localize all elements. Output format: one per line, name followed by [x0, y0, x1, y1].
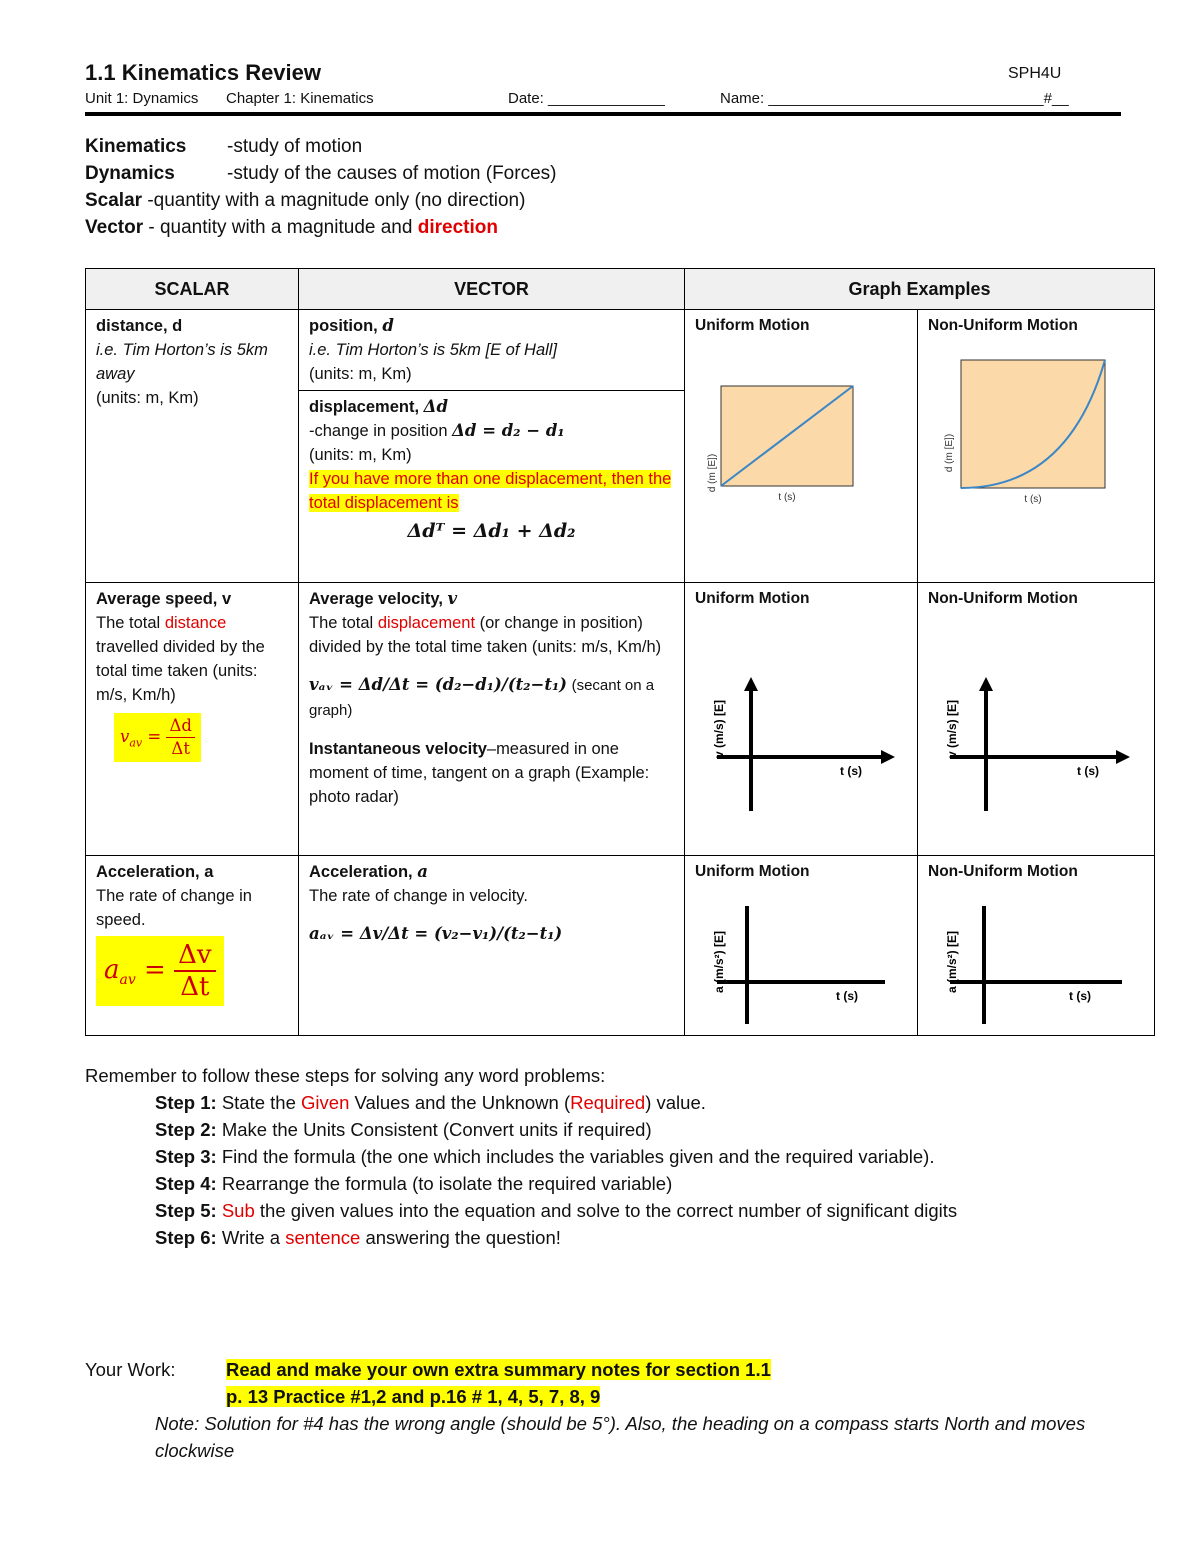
cell-acceleration-scalar — [86, 856, 299, 1036]
acceleration-scalar-formula: $a_{av}$ = $\frac{\Delta v}{\Delta t}$ — [96, 936, 224, 1006]
graph-ylabel: d (m [E]) — [944, 433, 955, 473]
instantaneous-velocity: Instantaneous velocity–measured in one moment of time, tangent on a graph (Example: photo radar) — [309, 740, 650, 806]
position-nonuniform-graph — [928, 338, 1142, 538]
graph-title: Uniform Motion — [695, 317, 810, 334]
cell-graph-d-uniform — [685, 310, 918, 583]
acceleration-vector-text: The rate of change in velocity. — [309, 887, 528, 905]
definition-dynamics — [85, 163, 556, 185]
page-title: 1.1 Kinematics Review — [85, 60, 322, 85]
cell-position-displacement — [299, 310, 685, 583]
work-line-1 — [85, 1356, 1145, 1383]
displacement-title: displacement, Δd — [309, 397, 448, 416]
graph-xlabel: t (s) — [840, 764, 862, 778]
position-block — [299, 310, 684, 391]
displacement-symbol: Δd — [423, 397, 448, 416]
definition-scalar — [85, 190, 525, 212]
problem-steps — [85, 1062, 957, 1251]
definition-kinematics — [85, 136, 362, 158]
cell-graph-d-nonuniform — [918, 310, 1155, 583]
velocity-formula-note: (secant on a graph) — [309, 677, 655, 719]
name-field[interactable]: Name: _________________________________#__ — [720, 90, 1069, 107]
graph-title: Non-Uniform Motion — [928, 590, 1078, 607]
cell-graph-v-nonuniform — [918, 583, 1155, 856]
definition-text: - quantity with a magnitude and — [148, 217, 413, 238]
definition-vector — [85, 217, 498, 239]
definition-term: Vector — [85, 217, 144, 238]
table-row-distance — [86, 310, 1155, 583]
definition-text: -study of motion — [227, 136, 363, 157]
cell-distance — [86, 310, 299, 583]
speed-definition: The total distance travelled divided by the total time taken (units: m/s, Km/h) — [96, 614, 265, 704]
chapter-label: Chapter 1: Kinematics — [226, 90, 374, 107]
acceleration-vector-formula: aₐᵥ = Δv/Δt = (v₂−v₁)/(t₂−t₁) — [309, 924, 563, 943]
cell-graph-a-nonuniform — [918, 856, 1155, 1036]
unit-label: Unit 1: Dynamics — [85, 90, 199, 107]
graph-xlabel: t (s) — [1077, 764, 1099, 778]
step-4: Step 4: Rearrange the formula (to isolate the required variable) — [155, 1173, 673, 1194]
cell-graph-v-uniform — [685, 583, 918, 856]
definition-text: -study of the causes of motion (Forces) — [227, 163, 557, 184]
graph-ylabel: v (m/s) [E] — [945, 699, 959, 759]
speed-formula: $v_{av}$ = $\frac{\Delta d}{\Delta t}$ — [114, 713, 201, 762]
graph-xlabel: t (s) — [778, 492, 796, 503]
definition-term: Dynamics — [85, 163, 175, 184]
work-note: Note: Solution for #4 has the wrong angle (should be 5°). Also, the heading on a compass starts North and moves clockwise — [155, 1413, 1086, 1461]
acceleration-scalar-text: The rate of change in speed. — [96, 887, 252, 929]
table-row-acceleration — [86, 856, 1155, 1036]
position-title: position, d — [309, 316, 394, 335]
distance-units: (units: m, Km) — [96, 389, 199, 407]
displacement-formula: Δd = d₂ − d₁ — [452, 421, 565, 440]
header-vector: VECTOR — [299, 269, 685, 310]
your-work-section — [85, 1356, 1145, 1464]
graph-xlabel: t (s) — [836, 989, 858, 1003]
cell-graph-a-uniform — [685, 856, 918, 1036]
cell-average-velocity — [299, 583, 685, 856]
velocity-title: Average velocity, v — [309, 589, 458, 608]
distance-example: i.e. Tim Horton’s is 5km away — [96, 341, 268, 383]
velocity-formula-row — [309, 673, 674, 723]
displacement-block — [299, 391, 684, 547]
graph-title: Non-Uniform Motion — [928, 317, 1078, 334]
acceleration-uniform-axes — [695, 884, 905, 1024]
steps-intro: Remember to follow these steps for solving any word problems: — [85, 1065, 606, 1086]
header-scalar: SCALAR — [86, 269, 299, 310]
displacement-note: If you have more than one displacement, then the total displacement is — [309, 470, 672, 512]
work-assignment-1: Read and make your own extra summary notes for section 1.1 — [226, 1359, 771, 1380]
velocity-uniform-axes — [695, 611, 905, 811]
acceleration-scalar-title: Acceleration, a — [96, 863, 214, 881]
total-displacement-formula: Δdᵀ = Δd₁ + Δd₂ — [407, 520, 576, 542]
velocity-definition: The total displacement (or change in position) divided by the total time taken (units: m/s, Km/h) — [309, 614, 662, 656]
graph-title: Uniform Motion — [695, 863, 810, 880]
displacement-definition: -change in position Δd = d₂ − d₁ — [309, 421, 565, 440]
cell-acceleration-vector — [299, 856, 685, 1036]
step-3: Step 3: Find the formula (the one which includes the variables given and the required variable). — [155, 1146, 935, 1167]
definition-term: Kinematics — [85, 136, 187, 157]
cell-average-speed — [86, 583, 299, 856]
step-1: Step 1: State the Given Values and the Unknown (Required) value. — [155, 1092, 706, 1113]
position-symbol: d — [382, 316, 394, 335]
distance-title: distance, d — [96, 317, 183, 335]
graph-xlabel: t (s) — [1024, 494, 1042, 505]
definition-term: Scalar — [85, 190, 143, 211]
work-assignment-2: p. 13 Practice #1,2 and p.16 # 1, 4, 5, 7, 8, 9 — [226, 1386, 601, 1407]
graph-xlabel: t (s) — [1069, 989, 1091, 1003]
graph-ylabel: a (m/s²) [E] — [712, 930, 726, 994]
velocity-formula: vₐᵥ = Δd/Δt = (d₂−d₁)/(t₂−t₁) — [309, 675, 567, 694]
table-row-velocity — [86, 583, 1155, 856]
graph-title: Non-Uniform Motion — [928, 863, 1078, 880]
date-field[interactable]: Date: ______________ — [508, 90, 665, 107]
header-rule — [85, 112, 1121, 116]
definition-text: -quantity with a magnitude only (no direction) — [147, 190, 526, 211]
graph-ylabel: a (m/s²) [E] — [945, 930, 959, 994]
displacement-units: (units: m, Km) — [309, 446, 412, 464]
work-line-2 — [85, 1383, 1145, 1410]
position-example: i.e. Tim Horton’s is 5km [E of Hall] — [309, 341, 558, 359]
kinematics-table — [85, 268, 1155, 1036]
step-6: Step 6: Write a sentence answering the question! — [155, 1227, 561, 1248]
velocity-nonuniform-axes — [928, 611, 1142, 811]
graph-ylabel: v (m/s) [E] — [712, 699, 726, 759]
step-5: Step 5: Sub the given values into the equation and solve to the correct number of significant digits — [155, 1200, 958, 1221]
table-header-row — [86, 269, 1155, 310]
work-label: Your Work: — [85, 1359, 176, 1380]
course-code: SPH4U — [1008, 65, 1062, 82]
acceleration-nonuniform-axes — [928, 884, 1142, 1024]
definition-emphasis: direction — [417, 217, 498, 238]
position-uniform-graph — [695, 338, 905, 538]
position-units: (units: m, Km) — [309, 365, 412, 383]
step-2: Step 2: Make the Units Consistent (Convert units if required) — [155, 1119, 652, 1140]
graph-title: Uniform Motion — [695, 590, 810, 607]
acceleration-vector-title: Acceleration, a — [309, 862, 428, 881]
graph-ylabel: d (m [E]) — [707, 453, 718, 493]
header-graph-examples: Graph Examples — [685, 269, 1155, 310]
speed-title: Average speed, v — [96, 590, 232, 608]
